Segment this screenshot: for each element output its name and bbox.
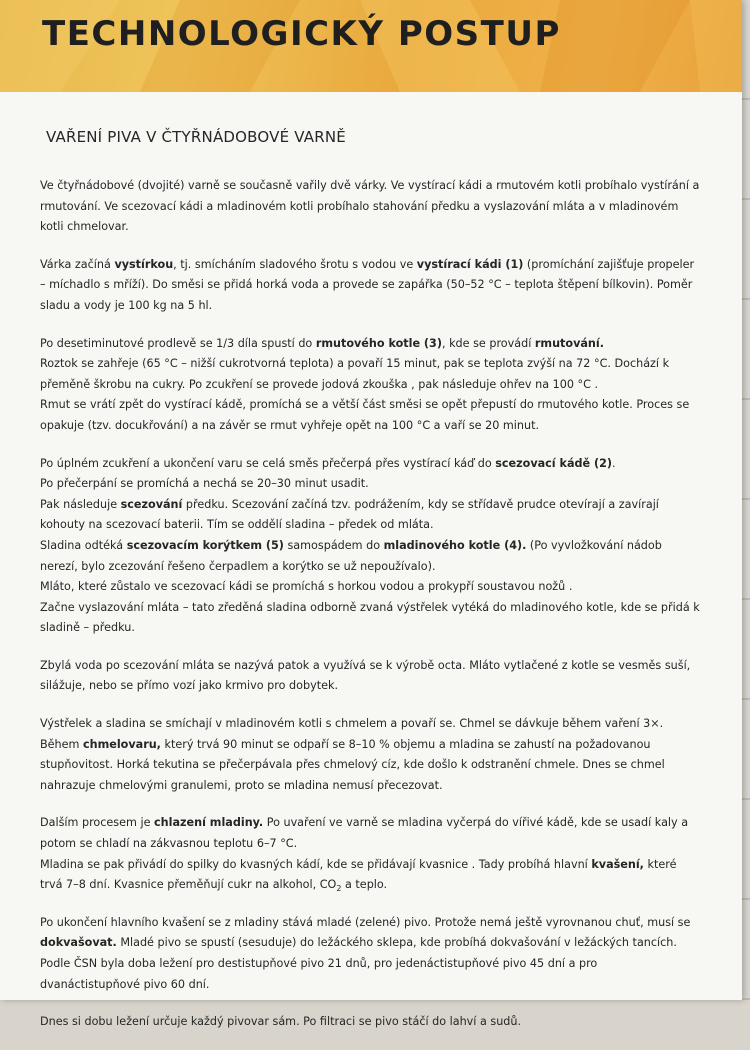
paragraph — [40, 255, 700, 317]
subscript: 2 — [336, 884, 342, 894]
poster-content — [40, 128, 700, 1050]
text-run: a teplo. — [341, 878, 388, 892]
bold-term: scezování — [120, 497, 183, 511]
paragraph-list — [40, 176, 700, 1033]
paragraph-line — [40, 714, 700, 796]
bold-term: vystírkou — [114, 257, 174, 271]
paragraph-line — [40, 354, 700, 395]
paragraph — [40, 656, 700, 697]
paragraph-line — [40, 395, 700, 436]
paragraph-line — [40, 813, 700, 854]
text-run: . — [612, 456, 616, 470]
paragraph-line — [40, 1012, 700, 1033]
text-run: Po desetiminutové prodlevě se 1/3 díla spustí do — [40, 336, 316, 350]
paragraph-line — [40, 598, 700, 639]
paragraph — [40, 1012, 700, 1033]
text-run: Po přečerpání se promíchá a nechá se 20–30 minut usadit. — [40, 477, 369, 491]
text-run: samospádem do — [283, 538, 384, 552]
paragraph-line — [40, 176, 700, 238]
paragraph — [40, 454, 700, 639]
paragraph — [40, 913, 700, 995]
paragraph — [40, 176, 700, 238]
text-run: Mladé pivo se spustí (sesuduje) do ležáckého sklepa, kde probíhá dokvašování v ležáckých tancích. Podle ČSN byla doba ležení pro destistupňové pivo 21 dnů, pro jedenáctistupňové pivo 45 dní a pro dvanáctistupňové pivo 60 dní. — [40, 936, 677, 991]
bold-term: vystírací kádi (1) — [416, 257, 524, 271]
paragraph — [40, 813, 700, 895]
text-run: , tj. smícháním sladového šrotu s vodou ve — [173, 257, 417, 271]
text-run: Dnes si dobu ležení určuje každý pivovar sám. Po filtraci se pivo stáčí do lahví a sudů. — [40, 1015, 522, 1029]
bold-term: chmelovaru, — [83, 737, 161, 751]
text-run: Sladina odtéká — [40, 538, 127, 552]
text-run: které trvá 7–8 dní. Kvasnice přeměňují cukr na alkohol, CO — [40, 857, 677, 892]
text-run: Mláto, které zůstalo ve scezovací kádi se promíchá s horkou vodou a prokypří soustavou nožů . — [40, 580, 573, 594]
paragraph-line — [40, 334, 700, 355]
text-run: Po ukončení hlavního kvašení se z mladiny stává mladé (zelené) pivo. Protože nemá ještě vyrovnanou chuť, musí se — [40, 915, 691, 929]
bold-term: kvašení, — [591, 857, 644, 871]
bold-term: rmutování. — [534, 336, 604, 350]
text-run: Mladina se pak přivádí do spilky do kvasných kádí, kde se přidávají kvasnice . Tady probíhá hlavní — [40, 857, 592, 871]
text-run: Várka začíná — [40, 257, 115, 271]
paragraph-line — [40, 495, 700, 536]
paragraph-line — [40, 536, 700, 577]
text-run: Výstřelek a sladina se smíchají v mladinovém kotli s chmelem a povaří se. Chmel se dávkuje během vaření 3×. Během — [40, 717, 664, 751]
paragraph-line — [40, 474, 700, 495]
text-run: Ve čtyřnádobové (dvojité) varně se současně vařily dvě várky. Ve vystírací kádi a rmutovém kotli probíhalo vystírání a rmutování. Ve scezovací kádi a mladinovém kotli probíhalo stahování předku a vyslazování mláta a v mladinovém kotli chmelovar. — [40, 179, 700, 234]
title-banner — [0, 0, 742, 92]
text-run: (Po vyvložkování nádob nerezí, bylo zcezování řešeno čerpadlem a korýtko se už nepoužívalo). — [40, 538, 662, 573]
text-run: Po uvaření ve varně se mladina vyčerpá do vířivé kádě, kde se usadí kaly a potom se chladí na zákvasnou teplotu 6–7 °C. — [40, 816, 689, 851]
paragraph-line — [40, 255, 700, 317]
bold-term: rmutového kotle (3) — [315, 336, 442, 350]
text-run: Po úplném zcukření a ukončení varu se celá směs přečerpá přes vystírací káď do — [40, 456, 496, 470]
paragraph-line — [40, 656, 700, 697]
paragraph — [40, 714, 700, 796]
poster-title: TECHNOLOGICKÝ POSTUP — [42, 14, 561, 54]
text-run: který trvá 90 minut se odpaří se 8–10 % objemu a mladina se zahustí na požadovanou stupňovitost. Horká tekutina se přečerpávala přes chmelový cíz, kde došlo k odstranění chmele. Dnes se chmel nahrazuje chmelovými granulemi, proto se mladina nemusí přecezovat. — [40, 737, 665, 792]
text-run: Roztok se zahřeje (65 °C – nižší cukrotvorná teplota) a povaří 15 minut, pak se teplota zvýší na 72 °C. Dochází k přeměně škrobu na cukry. Po zcukření se provede jodová zkouška , pak následuje ohřev na 100 °C . — [40, 357, 670, 391]
bold-term: dokvašovat. — [40, 936, 117, 950]
text-run: Dalším procesem je — [40, 816, 155, 830]
text-run: Zbylá voda po scezování mláta se nazývá patok a využívá se k výrobě octa. Mláto vytlačené z kotle se vesměs suší, silážuje, nebo se přímo vozí jako krmivo pro dobytek. — [40, 658, 691, 693]
paragraph-line — [40, 577, 700, 598]
bold-term: scezovacím korýtkem (5) — [126, 538, 284, 552]
text-run: Pak následuje — [40, 497, 121, 511]
section-subtitle: VAŘENÍ PIVA V ČTYŘNÁDOBOVÉ VARNĚ — [46, 128, 346, 146]
bold-term: mladinového kotle (4). — [383, 538, 527, 552]
paragraph-line — [40, 913, 700, 995]
paragraph-line — [40, 454, 700, 475]
paragraph — [40, 334, 700, 437]
text-run: (promíchání zajišťuje propeler – míchadlo s mříží). Do směsi se přidá horká voda a provede se zapářka (50–52 °C – teplota štěpení bílkovin). Poměr sladu a vody je 100 kg na 5 hl. — [40, 257, 695, 312]
text-run: Rmut se vrátí zpět do vystírací kádě, promíchá se a větší část směsi se opět přepustí do rmutového kotle. Proces se opakuje (tzv. docukřování) a na závěr se rmut vyhřeje opět na 100 °C a vaří se 20 minut. — [40, 398, 690, 432]
bold-term: chlazení mladiny. — [154, 816, 264, 830]
paragraph-line — [40, 855, 700, 896]
text-run: předku. Scezování začíná tzv. podrážením, kdy se střídavě prudce otevírají a zavírají kohouty na scezovací baterii. Tím se oddělí sladina – předek od mláta. — [40, 497, 659, 532]
text-run: Začne vyslazování mláta – tato zředěná sladina odborně zvaná výstřelek vytéká do mladinového kotle, kde se přidá k sladině – předku. — [40, 600, 700, 635]
text-run: , kde se provádí — [441, 336, 535, 350]
bold-term: scezovací kádě (2) — [495, 456, 613, 470]
